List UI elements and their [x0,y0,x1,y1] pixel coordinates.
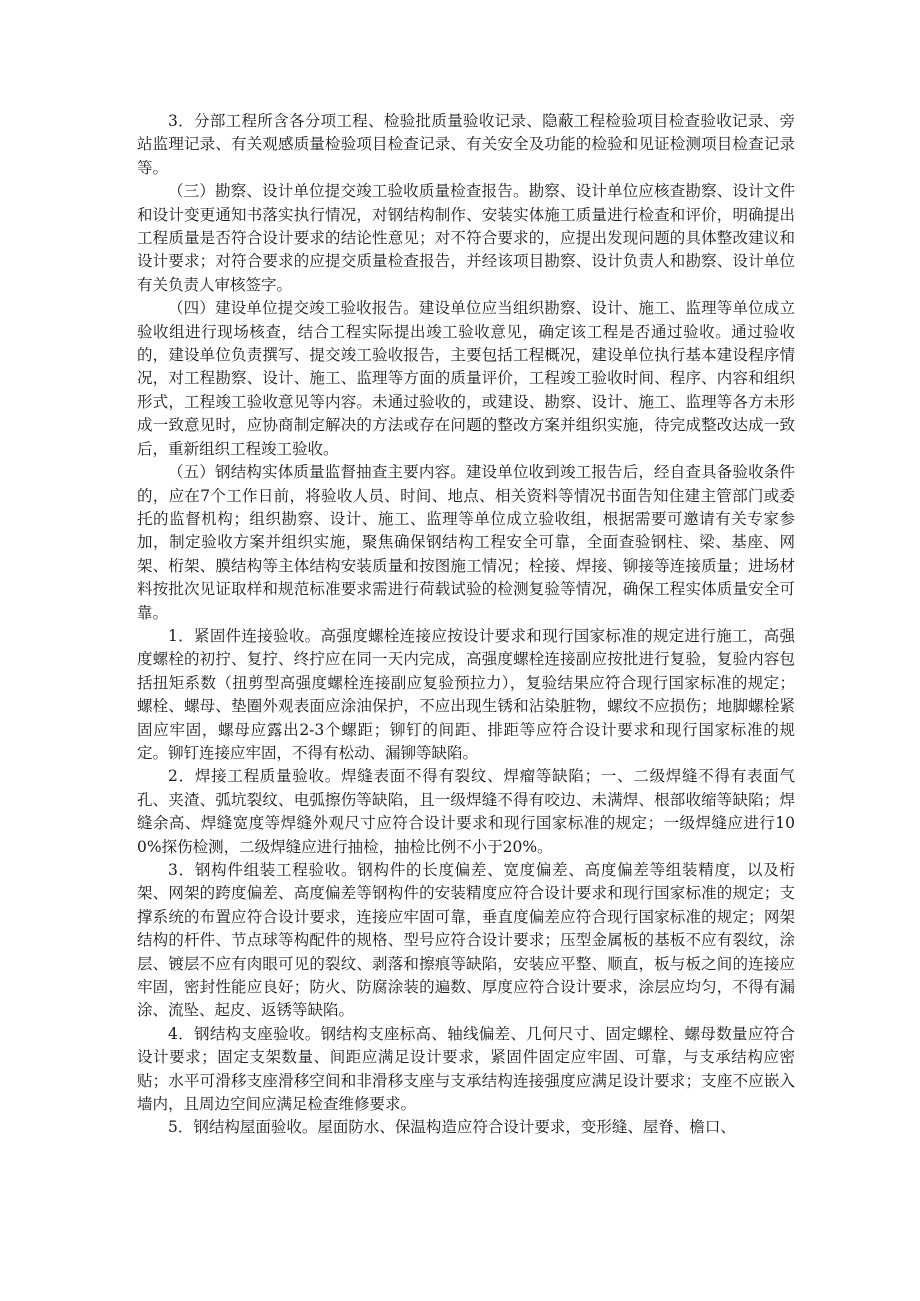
paragraph-component-assembly: 3．钢构件组装工程验收。钢构件的长度偏差、宽度偏差、高度偏差等组装精度，以及桁架、网架的跨度偏差、高度偏差等钢构件的安装精度应符合设计要求和现行国家标准的规定；支撑系统的布置应符合设计要求，连接应牢固可靠，垂直度偏差应符合现行国家标准的规定；网架结构的杆件、节点球等构配件的规格、型号应符合设计要求；压型金属板的基板不应有裂纹，涂层、镀层不应有肉眼可见的裂纹、剥落和擦痕等缺陷，安装应平整、顺直，板与板之间的连接应牢固，密封性能应良好；防火、防腐涂装的遍数、厚度应符合设计要求，涂层应均匀，不得有漏涂、流坠、起皮、返锈等缺陷。 [137,861,795,1020]
paragraph-fastener-acceptance: 1．紧固件连接验收。高强度螺栓连接应按设计要求和现行国家标准的规定进行施工，高强度螺栓的初拧、复拧、终拧应在同一天内完成，高强度螺栓连接副应按批进行复验，复验内容包括扭矩系数（扭剪型高强度螺栓连接副应复验预拉力），复验结果应符合现行国家标准的规定；螺栓、螺母、垫圈外观表面应涂油保护，不应出现生锈和沾染脏物，螺纹不应损伤；地脚螺栓紧固应牢固，螺母应露出2-3个螺距；铆钉的间距、排距等应符合设计要求和现行国家标准的规定。铆钉连接应牢固，不得有松动、漏铆等缺陷。 [137,626,795,762]
paragraph-quality-supervision: （五）钢结构实体质量监督抽查主要内容。建设单位收到竣工报告后，经自查具备验收条件的，应在7个工作日前，将验收人员、时间、地点、相关资料等情况书面告知住建主管部门或委托的监督机构；组织勘察、设计、施工、监理等单位成立验收组，根据需要可邀请有关专家参加，制定验收方案并组织实施，聚焦确保钢结构工程安全可靠，全面查验钢柱、梁、基座、网架、桁架、膜结构等主体结构安装质量和按图施工情况；栓接、焊接、铆接等连接质量；进场材料按批次见证取样和规范标准要求需进行荷载试验的检测复验等情况，确保工程实体质量安全可靠。 [137,463,795,622]
paragraph-item-3-records: 3．分部工程所含各分项工程、检验批质量验收记录、隐蔽工程检验项目检查验收记录、旁站监理记录、有关观感质量检验项目检查记录、有关安全及功能的检验和见证检测项目检查记录等。 [137,112,795,177]
paragraph-survey-design-report: （三）勘察、设计单位提交竣工验收质量检查报告。勘察、设计单位应核查勘察、设计文件和设计变更通知书落实执行情况，对钢结构制作、安装实体施工质量进行检查和评价，明确提出工程质量是否符合设计要求的结论性意见；对不符合要求的，应提出发现问题的具体整改建议和设计要求；对符合要求的应提交质量检查报告，并经该项目勘察、设计负责人和勘察、设计单位有关负责人审核签字。 [137,182,795,294]
paragraph-support-acceptance: 4．钢结构支座验收。钢结构支座标高、轴线偏差、几何尺寸、固定螺栓、螺母数量应符合设计要求；固定支架数量、间距应满足设计要求，紧固件固定应牢固、可靠，与支承结构应密贴；水平可滑移支座滑移空间和非滑移支座与支承结构连接强度应满足设计要求；支座不应嵌入墙内，且周边空间应满足检查维修要求。 [137,1024,795,1114]
paragraph-roof-acceptance: 5．钢结构屋面验收。屋面防水、保温构造应符合设计要求，变形缝、屋脊、檐口、 [168,1118,736,1137]
document-page [137,110,795,1140]
paragraph-completion-acceptance-report: （四）建设单位提交竣工验收报告。建设单位应当组织勘察、设计、施工、监理等单位成立验收组进行现场核查，结合工程实际提出竣工验收意见，确定该工程是否通过验收。通过验收的，建设单位负责撰写、提交竣工验收报告，主要包括工程概况，建设单位执行基本建设程序情况，对工程勘察、设计、施工、监理等方面的质量评价，工程竣工验收时间、程序、内容和组织形式，工程竣工验收意见等内容。未通过验收的，或建设、勘察、设计、施工、监理等各方未形成一致意见时，应协商制定解决的方法或存在问题的整改方案并组织实施，待完成整改达成一致后，重新组织工程竣工验收。 [137,299,795,458]
paragraph-welding-acceptance: 2．焊接工程质量验收。焊缝表面不得有裂纹、焊瘤等缺陷；一、二级焊缝不得有表面气孔、夹渣、弧坑裂纹、电弧擦伤等缺陷，且一级焊缝不得有咬边、未满焊、根部收缩等缺陷；焊缝余高、焊缝宽度等焊缝外观尺寸应符合设计要求和现行国家标准的规定；一级焊缝应进行100%探伤检测，二级焊缝应进行抽检，抽检比例不小于20%。 [137,767,795,856]
